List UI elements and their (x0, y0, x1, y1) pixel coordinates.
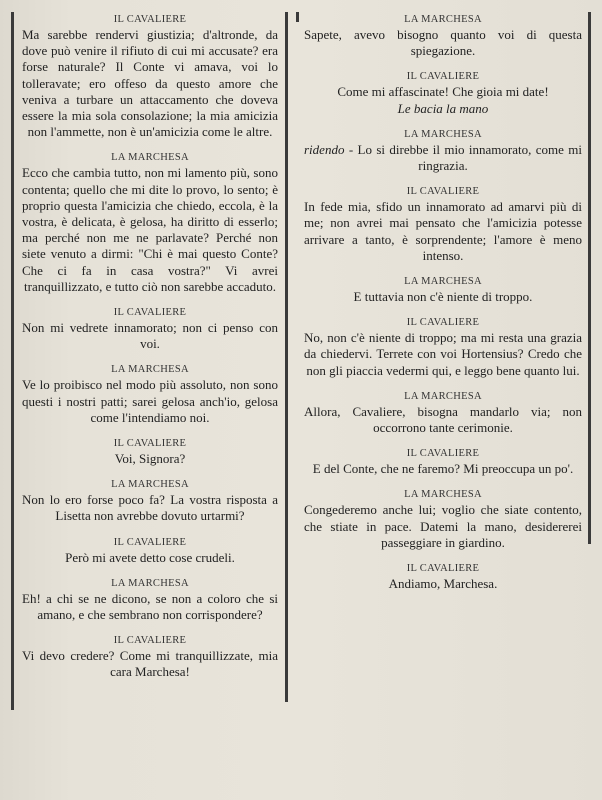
center-rule-top (296, 12, 299, 22)
speech-text: Voi, Signora? (114, 451, 186, 467)
speaker-name: IL CAVALIERE (113, 438, 187, 450)
speech-text: Congederemo anche lui; voglio che siate contento, che stiate in pace. Datemi la mano, desidererei passeggiare in giardino. (304, 502, 582, 550)
right-margin-rule (588, 12, 591, 544)
speaker-name: LA MARCHESA (111, 364, 189, 376)
speaker-name: IL CAVALIERE (406, 186, 480, 198)
speaker-name: LA MARCHESA (404, 489, 482, 501)
speaker-name: IL CAVALIERE (406, 448, 480, 460)
speech-text: Allora, Cavaliere, bisogna mandarlo via; non occorrono tante cerimonie. (304, 403, 582, 436)
speech-text: Ma sarebbe rendervi giustizia; d'altronde, da dove può venire il rifiuto di cui mi accusate? era forse naturale? Il Conte vi amava, voi lo tolleravate; ero offeso da questo amore che veniva a turbare un attaccamento che doveva essere la mia sola consolazione; la mia amicizia non l'ammette, non è un'amicizia come le altre. (22, 27, 278, 140)
speaker-name: LA MARCHESA (404, 276, 482, 288)
speech-text: E tuttavia non c'è niente di troppo. (353, 289, 533, 305)
speech-block (304, 142, 582, 174)
speaker-name: IL CAVALIERE (406, 317, 480, 329)
left-margin-rule (11, 12, 14, 710)
speaker-name: LA MARCHESA (404, 390, 482, 402)
speech-text: Ve lo proibisco nel modo più assoluto, non sono questi i nostri patti; sarei gelosa anch'io, gelosa come l'intendiamo noi. (22, 377, 278, 425)
stage-direction-block (304, 101, 582, 117)
speaker-name: LA MARCHESA (111, 577, 189, 589)
speaker-name: IL CAVALIERE (113, 307, 187, 319)
speaker-name: IL CAVALIERE (113, 14, 187, 25)
speech-text: Sapete, avevo bisogno quanto voi di questa spiegazione. (304, 27, 582, 59)
center-rule (285, 12, 288, 702)
speaker-name: LA MARCHESA (111, 479, 189, 491)
speech-text: Non lo ero forse poco fa? La vostra risposta a Lisetta non avrebbe dovuto urtarmi? (22, 492, 278, 524)
speech-text: Vi devo credere? Come mi tranquillizzate, mia cara Marchesa! (22, 648, 278, 680)
speech-text: - Lo si direbbe il mio innamorato, come mi ringrazia. (344, 141, 582, 174)
speech-text: E del Conte, che ne faremo? Mi preoccupa un po'. (312, 461, 574, 477)
speech-text: Ecco che cambia tutto, non mi lamento più, sono contenta; quello che mi dite lo provo, lo sento; è proprio questa l'amicizia che chiedo, eccola, è la vostra, è delicata, è gelosa, ha diritto di esserlo; ma perché non me ne parlavate? Perché non siete venuto a dirmi: "Chi è mai questo Conte? Che ci fa in casa vostra?" Vi avrei tranquillizzato, e tutto ciò non sarebbe accaduto. (22, 165, 278, 294)
speaker-name: LA MARCHESA (404, 128, 482, 140)
speaker-name: LA MARCHESA (111, 152, 189, 164)
speaker-name: IL CAVALIERE (406, 563, 480, 575)
speech-text: Non mi vedrete innamorato; non ci penso con voi. (22, 320, 278, 352)
speaker-name: IL CAVALIERE (113, 536, 187, 548)
speech-text: Come mi affascinate! Che gioia mi date! (337, 84, 549, 100)
speaker-name: IL CAVALIERE (113, 635, 187, 647)
speech-text: Eh! a chi se ne dicono, se non a coloro che si amano, e che sembrano non corrispondere? (22, 590, 278, 623)
speech-text: Andiamo, Marchesa. (388, 576, 498, 592)
speaker-name: IL CAVALIERE (406, 71, 480, 83)
right-column (304, 14, 582, 604)
stage-direction: Le bacia la mano (397, 100, 489, 116)
left-column (22, 14, 278, 693)
speech-text: No, non c'è niente di troppo; ma mi resta una grazia da chiedervi. Terrete con voi Hortensius? Credo che non gli piaccia vedermi qui, e leggo bene quanto lui. (304, 330, 582, 378)
speaker-name: LA MARCHESA (404, 14, 482, 25)
stage-direction: ridendo (304, 141, 345, 157)
speech-text: In fede mia, sfido un innamorato ad amarvi più di me; non avrei mai pensato che l'amicizia potesse arrivare a tanto, è sorprendente; l'amore è meno intenso. (304, 199, 582, 263)
speech-text: Però mi avete detto cose crudeli. (65, 549, 235, 565)
speech-block (304, 84, 582, 100)
